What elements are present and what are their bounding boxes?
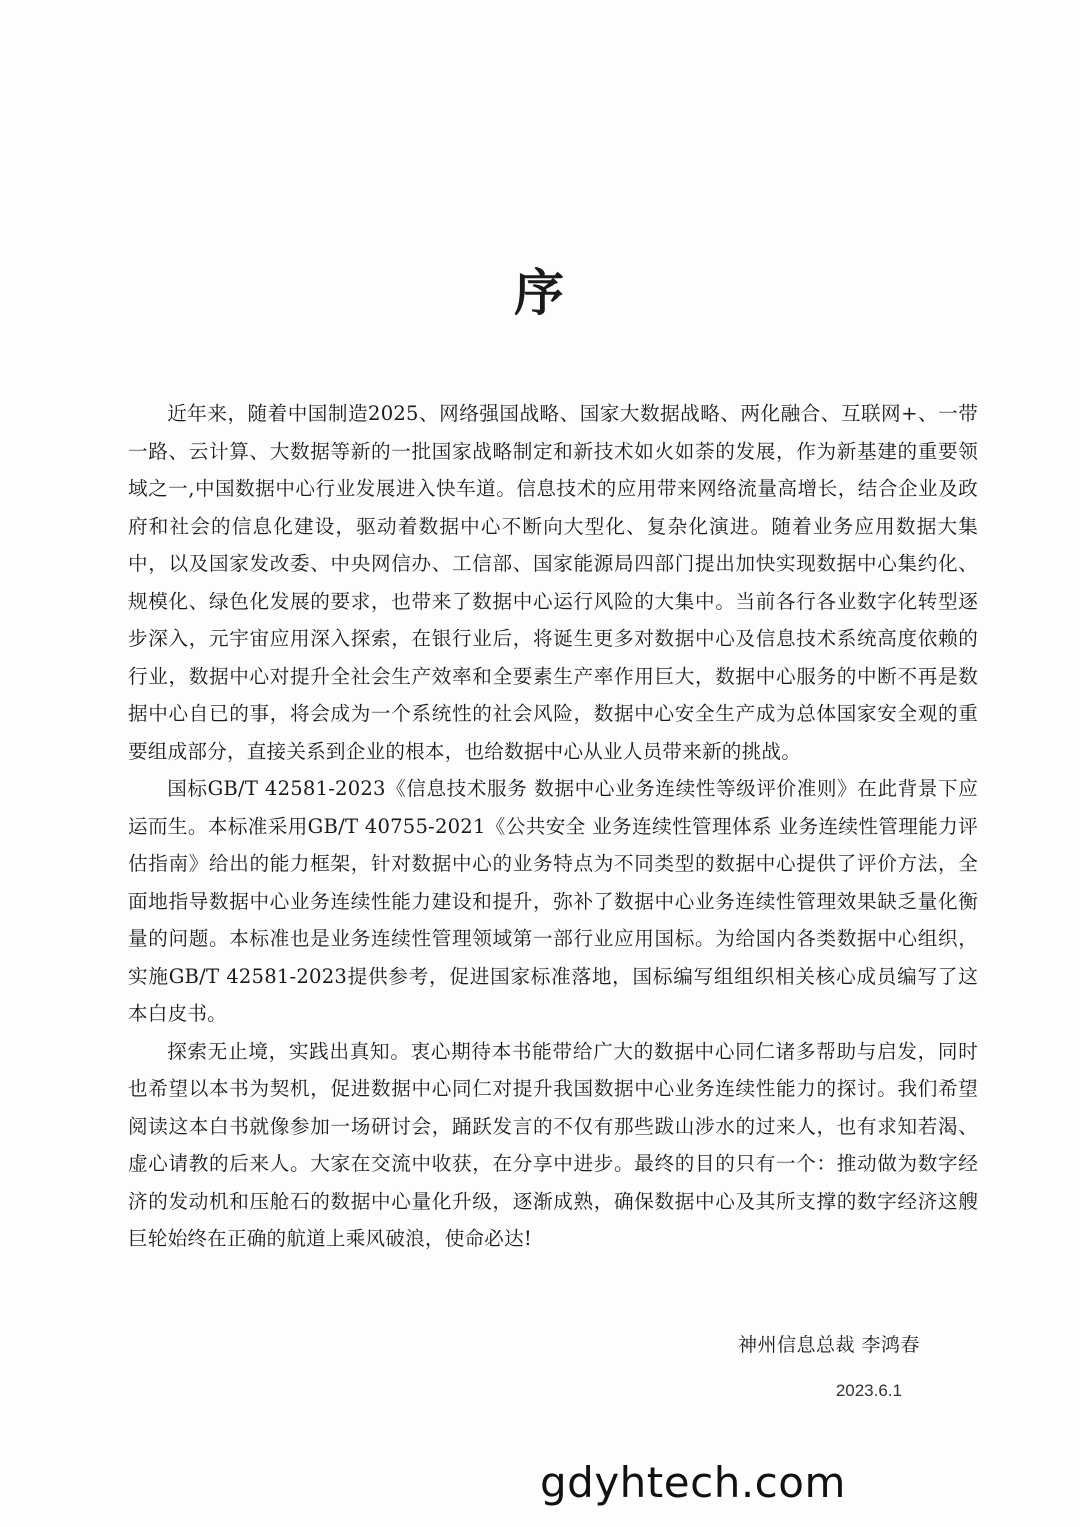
signature-date: 2023.6.1: [835, 1381, 902, 1400]
paragraph-2: 国标GB/T 42581-2023《信息技术服务 数据中心业务连续性等级评价准则》在此背景下应运而生。本标准采用GB/T 40755-2021《公共安全 业务连续性管理体系 业务连续性管理能力评估指南》给出的能力框架，针对数据中心的业务特点为不同类型的数据中心提供了评价方法，全面地指导数据中心业务连续性能力建设和提升，弥补了数据中心业务连续性管理效果缺乏量化衡量的问题。本标准也是业务连续性管理领域第一部行业应用国标。为给国内各类数据中心组织，实施GB/T 42581-2023提供参考，促进国家标准落地，国标编写组组织相关核心成员编写了这本白皮书。: [128, 777, 978, 1025]
paragraph-3: 探索无止境，实践出真知。衷心期待本书能带给广大的数据中心同仁诸多帮助与启发，同时也希望以本书为契机，促进数据中心同仁对提升我国数据中心业务连续性能力的探讨。我们希望阅读这本白书就像参加一场研讨会，踊跃发言的不仅有那些跋山涉水的过来人，也有求知若渴、虚心请教的后来人。大家在交流中收获，在分享中进步。最终的目的只有一个：推动做为数字经济的发动机和压舱石的数据中心量化升级，逐渐成熟，确保数据中心及其所支撑的数字经济这艘巨轮始终在正确的航道上乘风破浪，使命必达!: [128, 1039, 978, 1250]
page-title: 序: [514, 263, 566, 322]
author-signature: 神州信息总裁 李鸿春: [737, 1334, 920, 1356]
preface-body: [128, 395, 978, 1258]
paragraph-1: 近年来，随着中国制造2025、网络强国战略、国家大数据战略、两化融合、互联网+、一带一路、云计算、大数据等新的一批国家战略制定和新技术如火如荼的发展，作为新基建的重要领域之一,中国数据中心行业发展进入快车道。信息技术的应用带来网络流量高增长，结合企业及政府和社会的信息化建设，驱动着数据中心不断向大型化、复杂化演进。随着业务应用数据大集中，以及国家发改委、中央网信办、工信部、国家能源局四部门提出加快实现数据中心集约化、规模化、绿色化发展的要求，也带来了数据中心运行风险的大集中。当前各行各业数字化转型逐步深入，元宇宙应用深入探索，在银行业后，将诞生更多对数据中心及信息技术系统高度依赖的行业，数据中心对提升全社会生产效率和全要素生产率作用巨大，数据中心服务的中断不再是数据中心自已的事，将会成为一个系统性的社会风险，数据中心安全生产成为总体国家安全观的重要组成部分，直接关系到企业的根本，也给数据中心从业人员带来新的挑战。: [128, 402, 978, 763]
site-watermark: gdyhtech.com: [540, 1458, 846, 1507]
